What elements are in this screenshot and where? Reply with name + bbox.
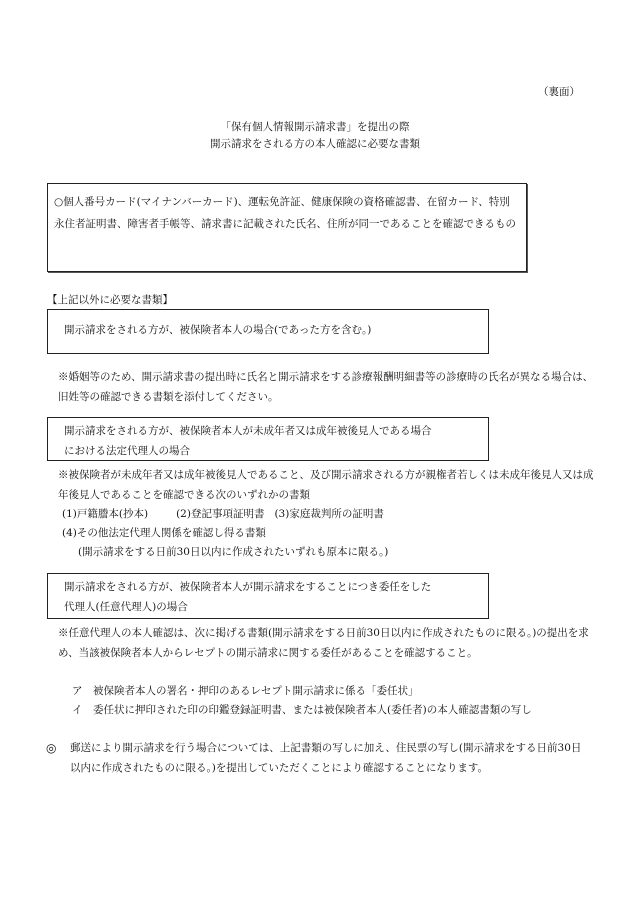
voluntary-rep-item-a: ア 被保険者本人の署名・押印のあるレセプト開示請求に係る「委任状」 [72,685,419,697]
legal-rep-doc-1: (1)戸籍謄本(抄本) [62,508,149,520]
case-legal-rep-box [47,417,489,461]
case-insured-self-note: ※婚姻等のため、開示請求書の提出時に氏名と開示請求をする診療報酬明細書等の診療時の氏名が異なる場合は、旧姓等の確認できる書類を添付してください。 [58,371,594,403]
legal-rep-sub-note: (開示請求をする日前30日以内に作成されたいずれも原本に限る。) [78,546,389,558]
case-legal-rep-line-2: における法定代理人の場合 [64,445,190,457]
page-side-label: （裏面） [538,86,580,98]
section-heading: 【上記以外に必要な書類】 [47,294,173,306]
main-requirements-box [47,183,527,272]
case-insured-self-text: 開示請求をされる方が、被保険者本人の場合(であった方を含む。) [64,324,372,336]
mail-request-note: 郵送により開示請求を行う場合については、上記書類の写しに加え、住民票の写し(開示請求をする日前30日以内に作成されたものに限る。)を提出していただくことにより確認することになります。 [70,742,582,774]
legal-rep-doc-2: (2)登記事項証明書 [176,508,265,520]
page-title-line-2: 開示請求をされる方の本人確認に必要な書類 [210,138,420,150]
case-voluntary-rep-line-2: 代理人(任意代理人)の場合 [64,601,188,613]
case-legal-rep-text [64,421,432,461]
case-legal-rep-note: ※被保険者が未成年者又は成年被後見人であること、及び開示請求される方が親権者若しくは未成年後見人又は成年後見人であることを確認できる次のいずれかの書類 [58,469,594,501]
page-title-line-1: 「保有個人情報開示請求書」を提出の際 [220,121,410,133]
case-voluntary-rep-note: ※任意代理人の本人確認は、次に掲げる書類(開示請求をする日前30日以内に作成されたものに限る。)の提出を求め、当該被保険者本人からレセプトの開示請求に関する委任があることを確認すること。 [58,627,589,659]
voluntary-rep-item-i: イ 委任状に押印された印の印鑑登録証明書、または被保険者本人(委任者)の本人確認書類の写し [72,704,532,716]
case-insured-self-box [47,309,489,354]
double-circle-icon: ◎ [46,741,57,755]
legal-rep-doc-4: (4)その他法定代理人関係を確認し得る書類 [62,527,266,539]
case-legal-rep-line-1: 開示請求をされる方が、被保険者本人が未成年者又は成年被後見人である場合 [64,425,432,437]
main-requirements-text: ○個人番号カード(マイナンバーカード)、運転免許証、健康保険の資格確認書、在留カード、特別永住者証明書、障害者手帳等、請求書に記載された氏名、住所が同一であることを確認できるもの [54,196,516,230]
case-voluntary-rep-text [64,577,431,617]
legal-rep-doc-3: (3)家庭裁判所の証明書 [274,508,384,520]
legal-rep-doc-list [62,504,582,524]
case-voluntary-rep-line-1: 開示請求をされる方が、被保険者本人が開示請求をすることにつき委任をした [64,581,432,593]
case-voluntary-rep-box [47,573,489,619]
